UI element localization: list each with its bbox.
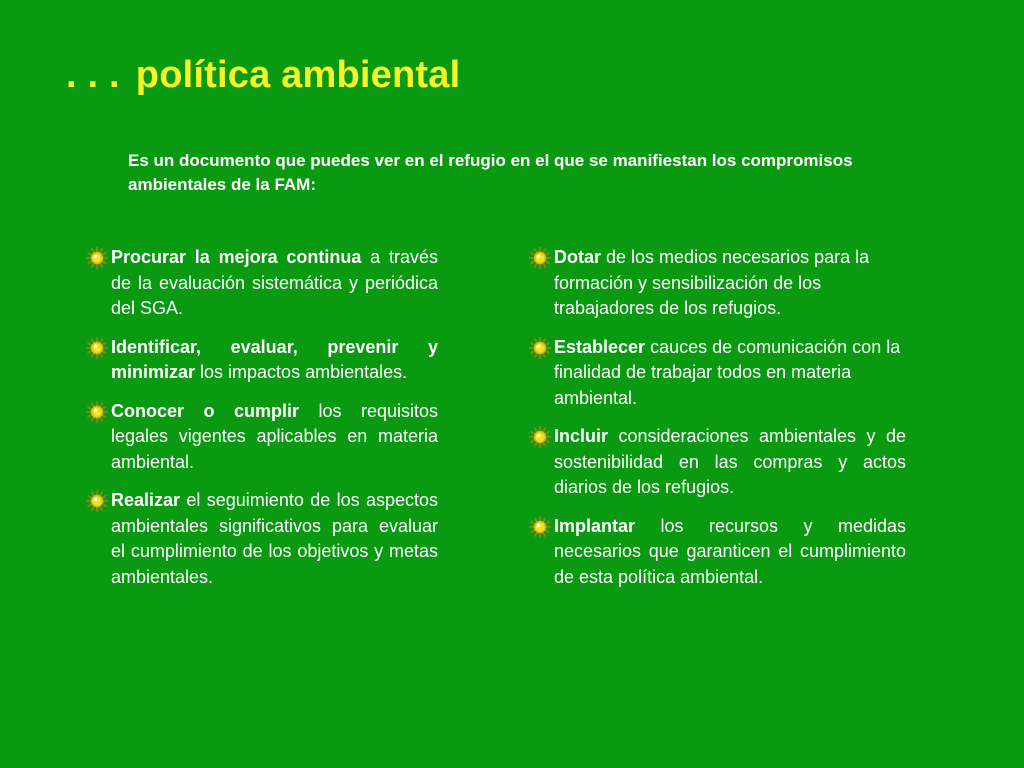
sun-flower-icon <box>86 490 108 512</box>
list-item <box>529 335 906 412</box>
intro-paragraph: Es un documento que puedes ver en el refugio en el que se manifiestan los compromisos ambientales de la FAM: <box>128 151 853 194</box>
list-item <box>86 335 438 386</box>
item-keyword: Realizar <box>111 490 181 510</box>
item-text: cauces de comunicación con la finalidad de trabajar todos en materia ambiental. <box>554 336 901 408</box>
item-text: de los medios necesarios para la formación y sensibilización de los trabajadores de los refugios. <box>554 247 870 318</box>
list-item <box>86 399 438 476</box>
item-text: el seguimiento de los aspectos ambientales significativos para evaluar el cumplimiento de los objetivos y metas ambientales. <box>111 490 438 587</box>
sun-flower-icon <box>86 247 108 269</box>
list-item <box>86 245 438 322</box>
item-text: los recursos y medidas necesarios que garanticen el cumplimiento de esta política ambiental. <box>554 515 906 587</box>
slide-title <box>66 54 460 97</box>
title-text: política ambiental <box>135 54 461 96</box>
item-keyword: Procurar la mejora continua <box>111 247 362 267</box>
item-text: consideraciones ambientales y de sostenibilidad en las compras y actos diarios de los refugios. <box>554 426 906 497</box>
sun-flower-icon <box>86 401 108 423</box>
item-text: los impactos ambientales. <box>195 362 408 382</box>
sun-flower-icon <box>529 337 551 359</box>
sun-flower-icon <box>529 516 551 538</box>
item-text: los requisitos legales vigentes aplicables en materia ambiental. <box>111 400 438 472</box>
left-column <box>86 245 438 603</box>
sun-flower-icon <box>529 247 551 269</box>
item-keyword: Implantar <box>554 515 636 536</box>
right-column <box>529 245 906 603</box>
list-item <box>86 488 438 590</box>
item-keyword: Establecer <box>554 336 646 357</box>
sun-flower-icon <box>86 337 108 359</box>
list-item <box>529 245 906 322</box>
item-keyword: Identificar, evaluar, prevenir y minimizar <box>111 336 438 382</box>
item-text: a través de la evaluación sistemática y periódica del SGA. <box>111 247 438 318</box>
item-keyword: Dotar <box>554 247 602 267</box>
title-ellipsis: . . . <box>66 54 120 96</box>
item-keyword: Incluir <box>554 426 609 446</box>
list-item <box>529 424 906 501</box>
sun-flower-icon <box>529 426 551 448</box>
item-keyword: Conocer o cumplir <box>111 400 299 421</box>
list-item <box>529 514 906 591</box>
